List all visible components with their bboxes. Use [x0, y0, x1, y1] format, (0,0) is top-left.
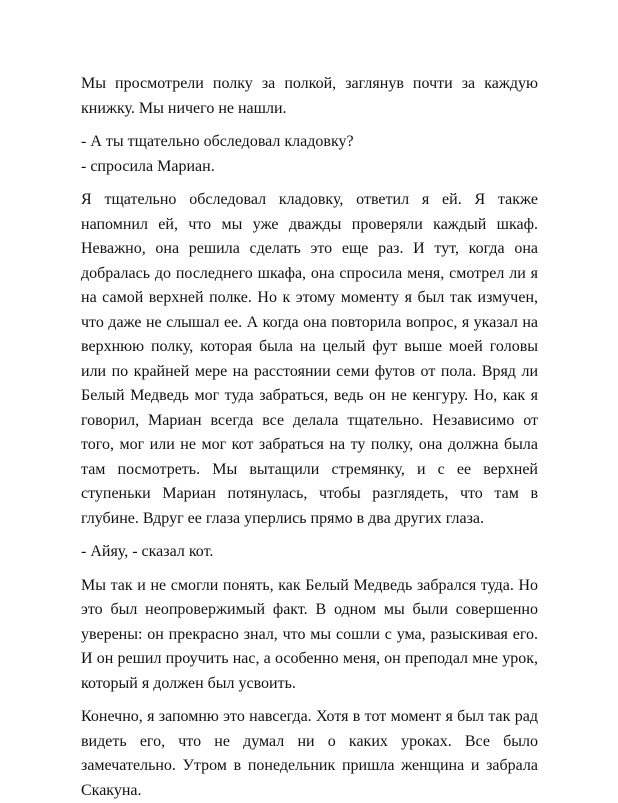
paragraph-4: Я тщательно обследовал кладовку, ответил я ей. Я также напомнил ей, что мы уже дважды проверяли каждый шкаф. Неважно, она решила сделать это еще раз. И тут, когда она добралась до последнего шкафа, она спросила меня, смотрел ли я на самой верхней полке. Но к этому моменту я был так измучен, что даже не слышал ее. А когда она повторила вопрос, я указал на верхнюю полку, которая была на целый фут выше моей головы или по крайней мере на расстоянии семи футов от пола. Вряд ли Белый Медведь мог туда забраться, ведь он не кенгуру. Но, как я говорил, Мариан всегда все делала тщательно. Независимо от того, мог или не мог кот забраться на ту полку, она должна была там посмотреть. Мы вытащили стремянку, и с ее верхней ступеньки Мариан потянулась, чтобы разглядеть, что там в глубине. Вдруг ее глаза уперлись прямо в два других глаза.: [81, 191, 538, 527]
paragraph-7: Конечно, я запомню это навсегда. Хотя в тот момент я был так рад видеть его, что не думал ни о каких уроках. Все было замечательно. Утром в понедельник пришла женщина и забрала Скакуна.: [81, 708, 538, 799]
paragraph-3: - спросила Мариан.: [81, 157, 215, 175]
paragraph-5: - Айяу, - сказал кот.: [81, 543, 214, 560]
paragraph-1: Мы просмотрели полку за полкой, заглянув почти за каждую книжку. Мы ничего не нашли.: [81, 75, 538, 117]
paragraph-6: Мы так и не смогли понять, как Белый Медведь забрался туда. Но это был неопровержимый факт. В одном мы были совершенно уверены: он прекрасно знал, что мы сошли с ума, разыскивая его. И он решил проучить нас, а особенно меня, он преподал мне урок, который я должен был усвоить.: [81, 576, 538, 692]
document-body: [81, 72, 538, 803]
paragraph-2: - А ты тщательно обследовал кладовку?: [81, 133, 354, 150]
